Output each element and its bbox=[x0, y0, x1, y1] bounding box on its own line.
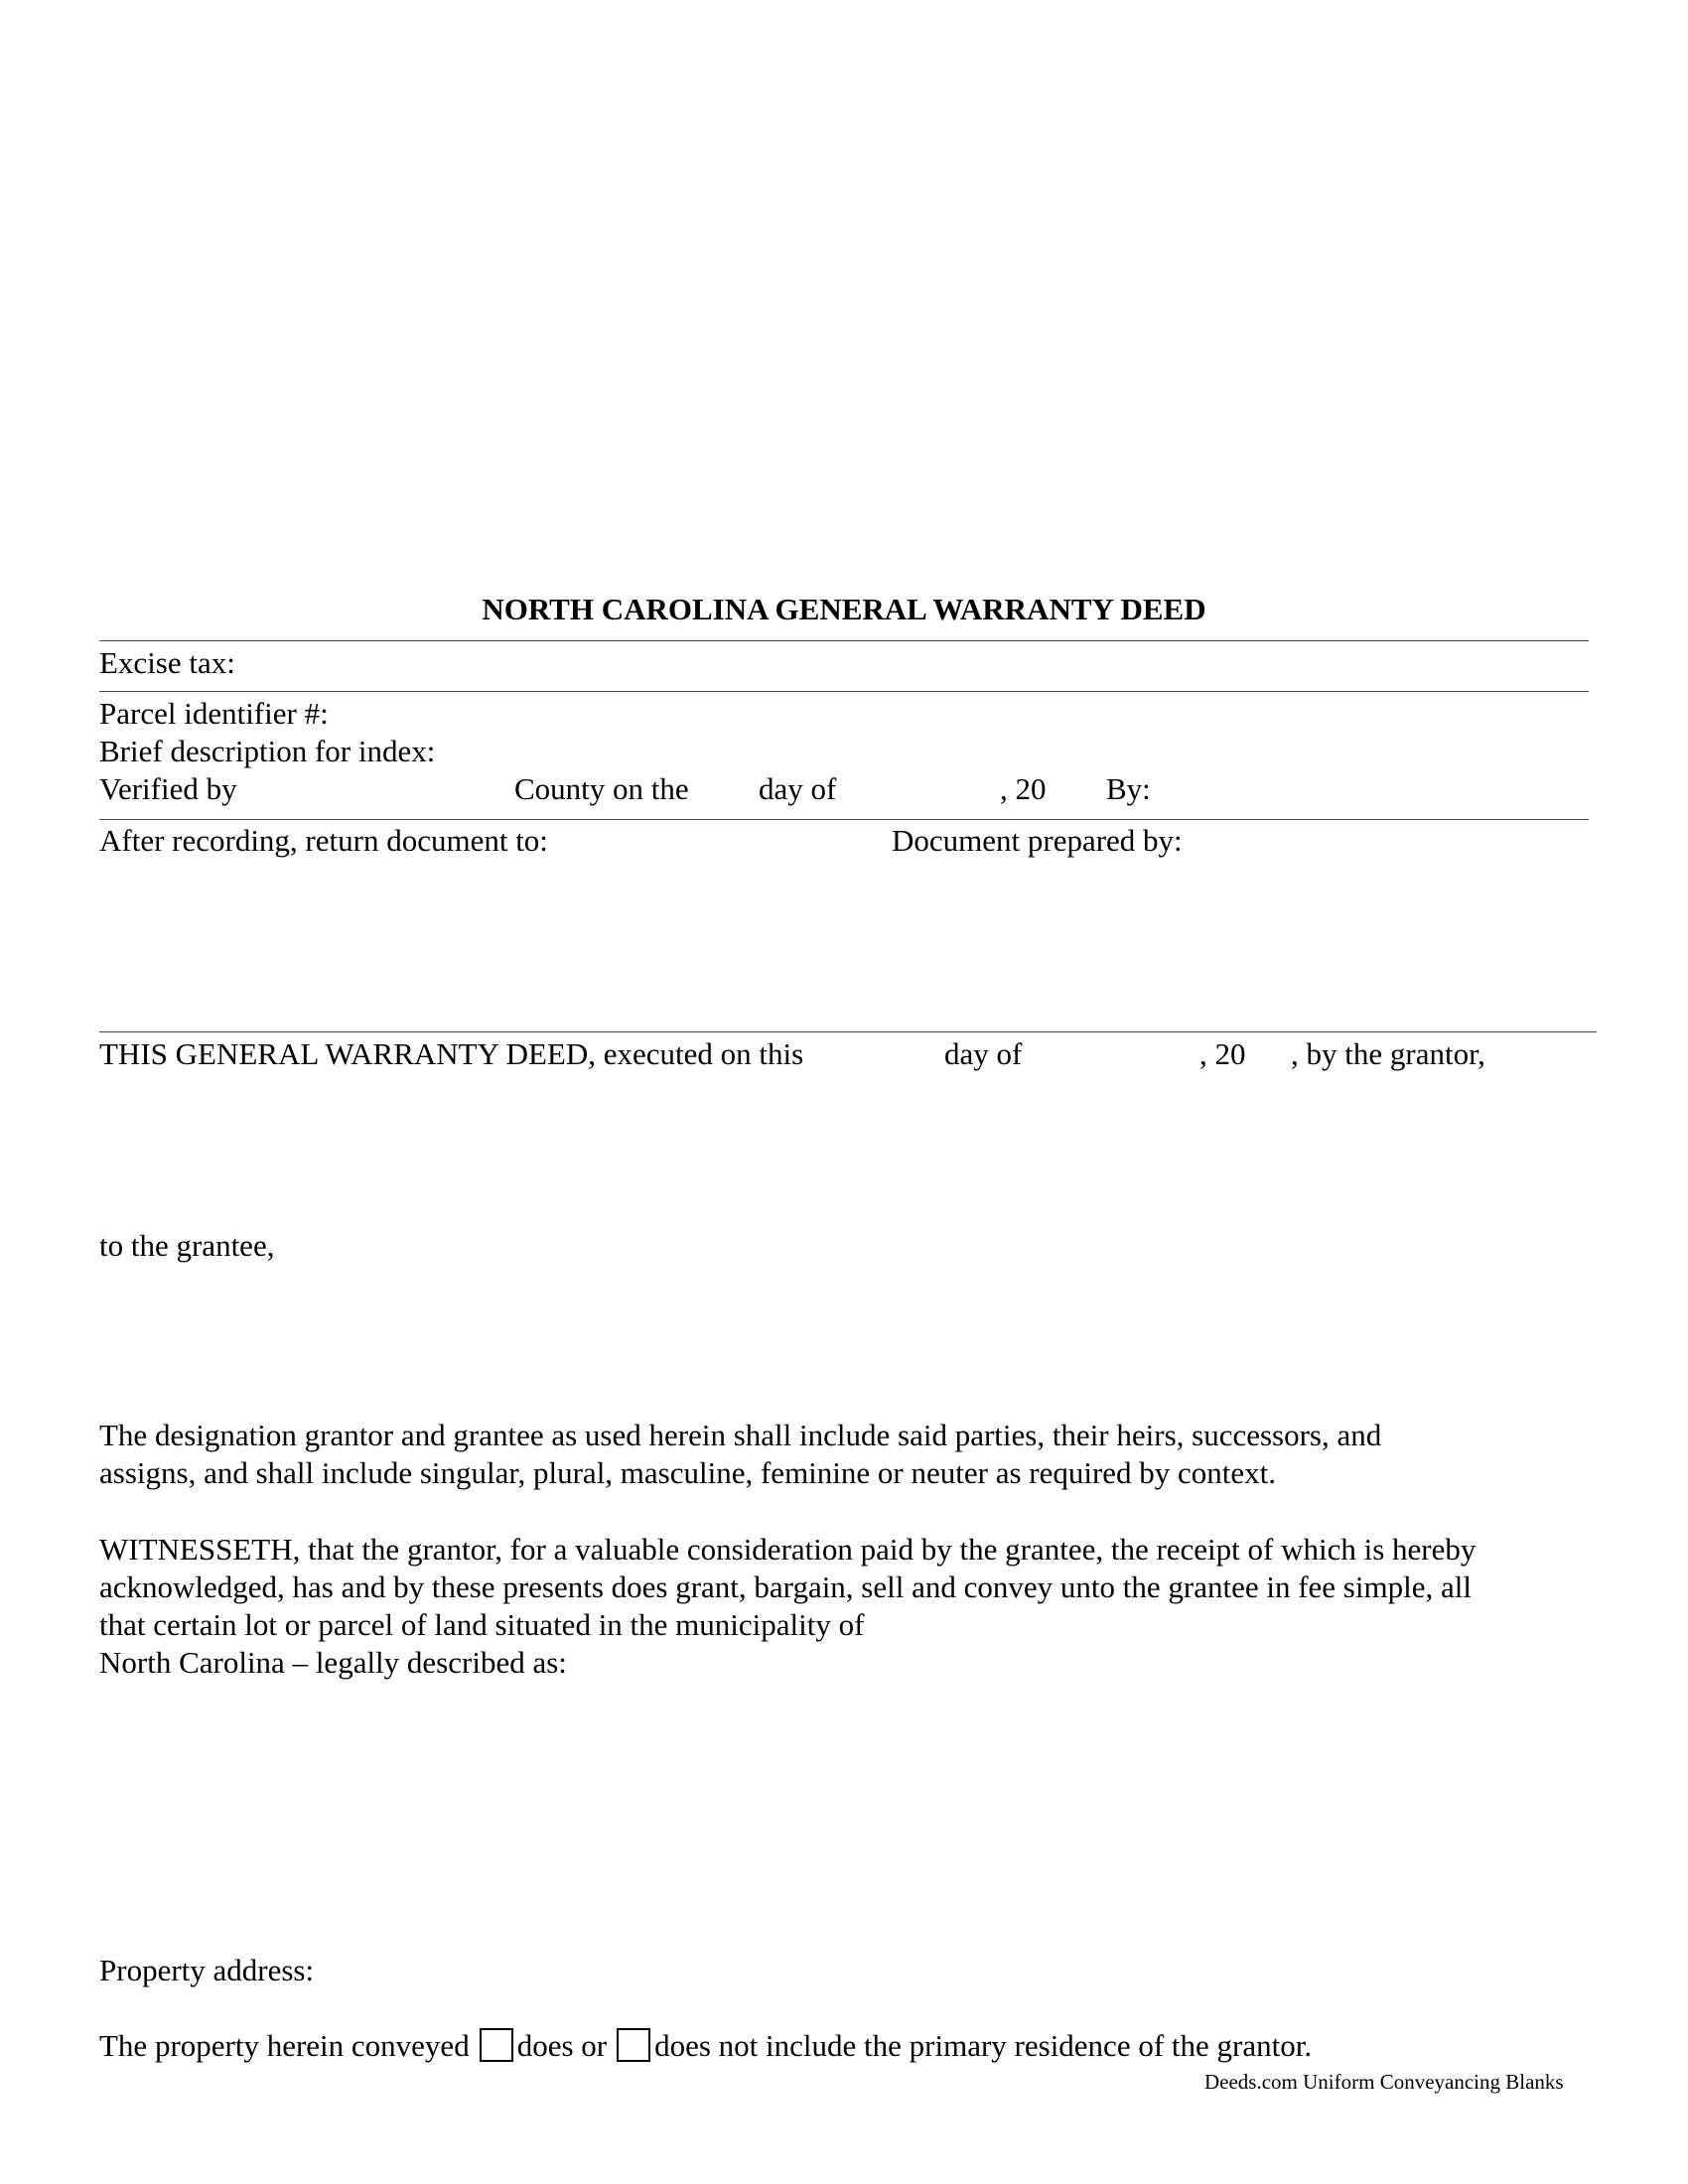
document-title: NORTH CAROLINA GENERAL WARRANTY DEED bbox=[482, 592, 1206, 626]
witnesseth-line-3: that certain lot or parcel of land situated in the municipality of bbox=[99, 1607, 865, 1642]
to-grantee-text: to the grantee, bbox=[99, 1228, 275, 1263]
divider-top bbox=[99, 640, 1589, 641]
prepared-by-label: Document prepared by: bbox=[892, 823, 1183, 858]
parcel-identifier-label: Parcel identifier #: bbox=[99, 696, 329, 731]
brief-description-label: Brief description for index: bbox=[99, 734, 436, 768]
witnesseth-line-4: North Carolina – legally described as: bbox=[99, 1645, 567, 1680]
divider-verified bbox=[99, 819, 1589, 820]
designation-paragraph bbox=[99, 1417, 1381, 1492]
divider-header-end bbox=[99, 1031, 1597, 1032]
verified-by-label: Verified by bbox=[99, 771, 237, 806]
verified-by-signature-label: By: bbox=[1106, 771, 1151, 806]
return-to-label: After recording, return document to: bbox=[99, 823, 548, 858]
witnesseth-line-1: WITNESSETH, that the grantor, for a valuable consideration paid by the grantee, the receipt of which is hereby bbox=[99, 1532, 1477, 1567]
excise-tax-label: Excise tax: bbox=[99, 645, 235, 680]
divider-excise bbox=[99, 691, 1589, 692]
witnesseth-line-2: acknowledged, has and by these presents does grant, bargain, sell and convey unto the grantee in fee simple, all bbox=[99, 1570, 1472, 1604]
by-grantor-text: , by the grantor, bbox=[1291, 1036, 1485, 1071]
county-on-the-label: County on the bbox=[514, 771, 689, 806]
witnesseth-paragraph bbox=[99, 1531, 1476, 1682]
verified-day-of-label: day of bbox=[759, 771, 837, 806]
property-address-label: Property address: bbox=[99, 1953, 315, 1987]
designation-line-2: assigns, and shall include singular, plural, masculine, feminine or neuter as required by context. bbox=[99, 1455, 1277, 1490]
does-include-checkbox[interactable] bbox=[480, 2028, 513, 2062]
does-option-text: does or bbox=[516, 2028, 608, 2063]
does-not-option-text: does not include the primary residence of the grantor. bbox=[654, 2028, 1313, 2063]
primary-residence-row bbox=[99, 2028, 1312, 2064]
designation-line-1: The designation grantor and grantee as used herein shall include said parties, their heirs, successors, and bbox=[99, 1418, 1382, 1452]
residence-prefix-text: The property herein conveyed bbox=[99, 2028, 470, 2063]
does-not-include-checkbox[interactable] bbox=[617, 2028, 650, 2062]
verified-year-label: , 20 bbox=[1000, 771, 1047, 806]
deed-executed-text: THIS GENERAL WARRANTY DEED, executed on this bbox=[99, 1036, 804, 1071]
execution-year-label: , 20 bbox=[1199, 1036, 1246, 1071]
footer-credit: Deeds.com Uniform Conveyancing Blanks bbox=[1204, 2070, 1564, 2094]
execution-day-of-label: day of bbox=[944, 1036, 1023, 1071]
